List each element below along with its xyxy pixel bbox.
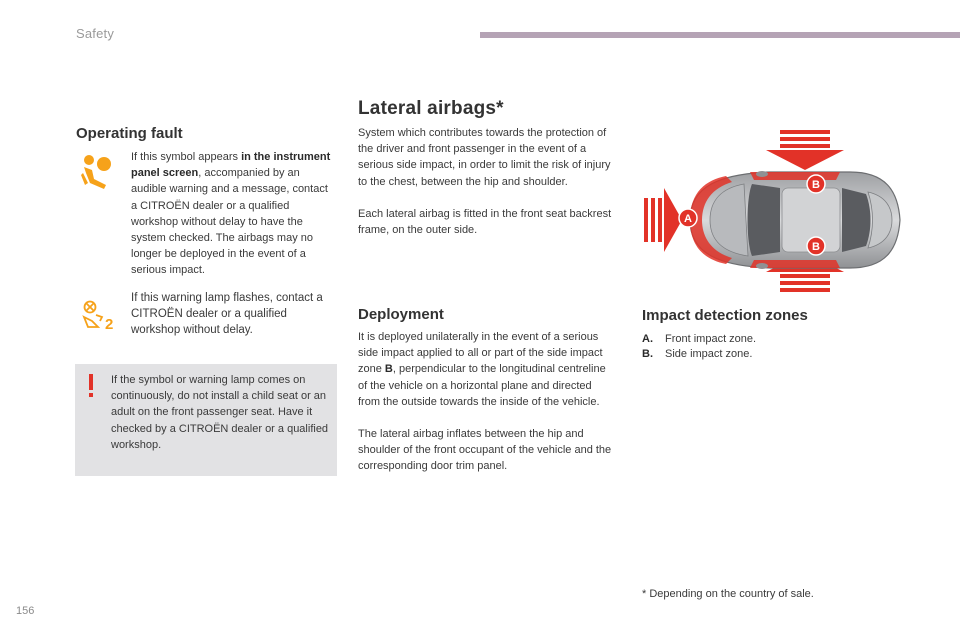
legend-item-b: B. Side impact zone. [642, 348, 753, 360]
label-a: A [684, 213, 692, 225]
label-b-top-marker [807, 175, 825, 193]
lateral-airbags-paragraph-1: System which contributes towards the protection of the driver and front passenger in the event of a serious side impact, in order to limit the risk of injury to the chest, between the hip and shoulder. [358, 127, 611, 188]
operating-fault-title: Operating fault [76, 125, 183, 142]
impact-zones-title: Impact detection zones [642, 307, 808, 324]
airbag-fault-icon [80, 153, 114, 191]
operating-fault-paragraph-1: If this symbol appears in the instrument panel screen, accompanied by an audible warning and a message, contact a CITROËN dealer or a qualified workshop without delay to have the system checked. The airbags may no longer be deployed in the event of a serious impact. [131, 151, 331, 277]
airbag-disabled-lamp-icon [80, 299, 118, 331]
warning-exclamation-icon [87, 374, 95, 398]
label-b-bottom: B [812, 241, 820, 253]
footnote: * Depending on the country of sale. [642, 588, 814, 600]
impact-zones-diagram [640, 126, 910, 296]
deployment-paragraph-1: It is deployed unilaterally in the event of a serious side impact applied to all or part of the side impact zone B, perpendicular to the longitudinal centreline of the vehicle on a horizontal plane and directed from the outside towards the inside of the vehicle. [358, 331, 606, 408]
warning-text: If the symbol or warning lamp comes on continuously, do not install a child seat or an adult on the front passenger seat. Have it checked by a CITROËN dealer or a qualified workshop. [111, 374, 329, 451]
deployment-paragraph-2: The lateral airbag inflates between the hip and shoulder of the front occupant of the vehicle and the corresponding door trim panel. [358, 428, 612, 473]
svg-text:2: 2 [105, 316, 114, 331]
lateral-airbags-paragraph-2: Each lateral airbag is fitted in the front seat backrest frame, on the outer side. [358, 208, 612, 237]
front-impact-arrow [644, 188, 682, 252]
label-b-bottom-marker [807, 237, 825, 255]
header-bar [480, 32, 960, 38]
legend-item-a: A. Front impact zone. [642, 333, 757, 345]
side-impact-arrow-top [766, 130, 844, 170]
page-number: 156 [16, 605, 35, 617]
car-top-view [690, 171, 900, 269]
warning-box [75, 364, 337, 476]
section-header: Safety [76, 26, 115, 41]
label-a-marker [679, 209, 697, 227]
label-b-top: B [812, 179, 820, 191]
operating-fault-paragraph-2: If this warning lamp flashes, contact a CITROËN dealer or a qualified workshop without delay. [131, 292, 323, 337]
lateral-airbags-title: Lateral airbags* [358, 98, 504, 119]
deployment-title: Deployment [358, 306, 444, 323]
